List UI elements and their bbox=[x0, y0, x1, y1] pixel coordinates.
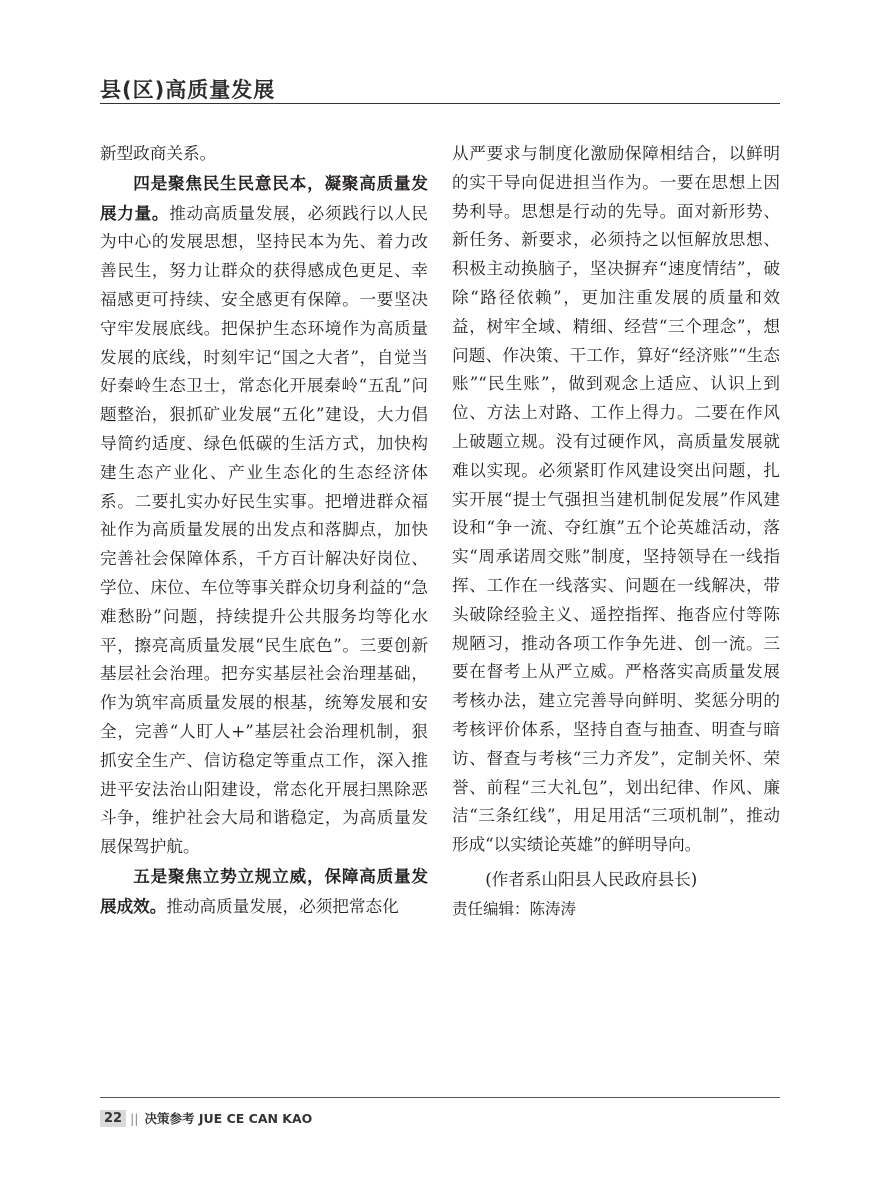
responsible-editor: 责任编辑：陈涛涛 bbox=[452, 899, 577, 918]
paragraph: 从严要求与制度化激励保障相结合，以鲜明的实干导向促进担当作为。一要在思想上因势利导。思想是行动的先导。面对新形势、新任务、新要求，必须持之以恒解放思想、积极主动换脑子，坚决摒弃“速度情结”，破除“路径依赖”，更加注重发展的质量和效益，树牢全域、精细、经营“三个理念”，想问题、作决策、干工作，算好“经济账”“生态账”“民生账”，做到观念上适应、认识上到位、方法上对路、工作上得力。二要在作风上破题立规。没有过硬作风，高质量发展就难以实现。必须紧盯作风建设突出问题，扎实开展“提士气强担当建机制促发展”作风建设和“争一流、夺红旗”五个论英雄活动，落实“周承诺周交账”制度，坚持领导在一线指挥、工作在一线落实、问题在一线解决，带头破除经验主义、遥控指挥、拖沓应付等陈规陋习，推动各项工作争先进、创一流。三要在督考上从严立威。严格落实高质量发展考核办法，建立完善导向鲜明、奖惩分明的考核评价体系，坚持自查与抽查、明查与暗访、督查与考核“三力齐发”，定制关怀、荣誉、前程“三大礼包”，划出纪律、作风、廉洁“三条红线”，用足用活“三项机制”，推动形成“以实绩论英雄”的鲜明导向。 bbox=[452, 144, 780, 855]
paragraph-lead: 五是聚焦立势立规立威，保障高质量发展成效。 bbox=[100, 865, 428, 916]
page-number: 22 bbox=[100, 1110, 126, 1127]
paragraph-body: 推动高质量发展，必须践行以人民为中心的发展思想，坚持民本为先、着力改善民生，努力让群众的获得感成色更足、幸福感更可持续、安全感更有保障。一要坚决守牢发展底线。把保护生态环境作为高质量发展的底线，时刻牢记“国之大者”，自觉当好秦岭生态卫士，常态化开展秦岭“五乱”问题整治，狠抓矿业发展“五化”建设，大力倡导简约适度、绿色低碳的生活方式，加快构建生态产业化、产业生态化的生态经济体系。二要扎实办好民生实事。把增进群众福祉作为高质量发展的出发点和落脚点，加快完善社会保障体系，千方百计解决好岗位、学位、床位、车位等事关群众切身利益的“急难愁盼”问题，持续提升公共服务均等化水平，擦亮高质量发展“民生底色”。三要创新基层社会治理。把夯实基层社会治理基础，作为筑牢高质量发展的根基，统筹发展和安全，完善“人盯人+”基层社会治理机制，狠抓安全生产、信访稳定等重点工作，深入推进平安法治山阳建设，常态化开展扫黑除恶斗争，维护社会大局和谐稳定，为高质量发展保驾护航。 bbox=[100, 203, 429, 857]
paragraph-lead: 四是聚焦民生民意民本，凝聚高质量发展力量。 bbox=[100, 172, 428, 223]
right-column bbox=[452, 140, 780, 924]
left-column bbox=[100, 140, 428, 922]
paragraph bbox=[100, 862, 428, 922]
running-header bbox=[100, 72, 780, 108]
paragraph bbox=[100, 169, 428, 862]
paragraph-body: 推动高质量发展，必须把常态化 bbox=[166, 896, 399, 916]
footer-rule bbox=[100, 1097, 780, 1098]
section-title: 县(区)高质量发展 bbox=[100, 78, 276, 102]
footer-separator: || bbox=[130, 1110, 139, 1126]
header-rule bbox=[100, 103, 780, 104]
paragraph: 新型政商关系。 bbox=[100, 144, 217, 163]
page-footer bbox=[100, 1109, 312, 1127]
author-byline: (作者系山阳县人民政府县长) bbox=[485, 869, 698, 889]
journal-name: 决策参考 JUE CE CAN KAO bbox=[144, 1111, 313, 1126]
